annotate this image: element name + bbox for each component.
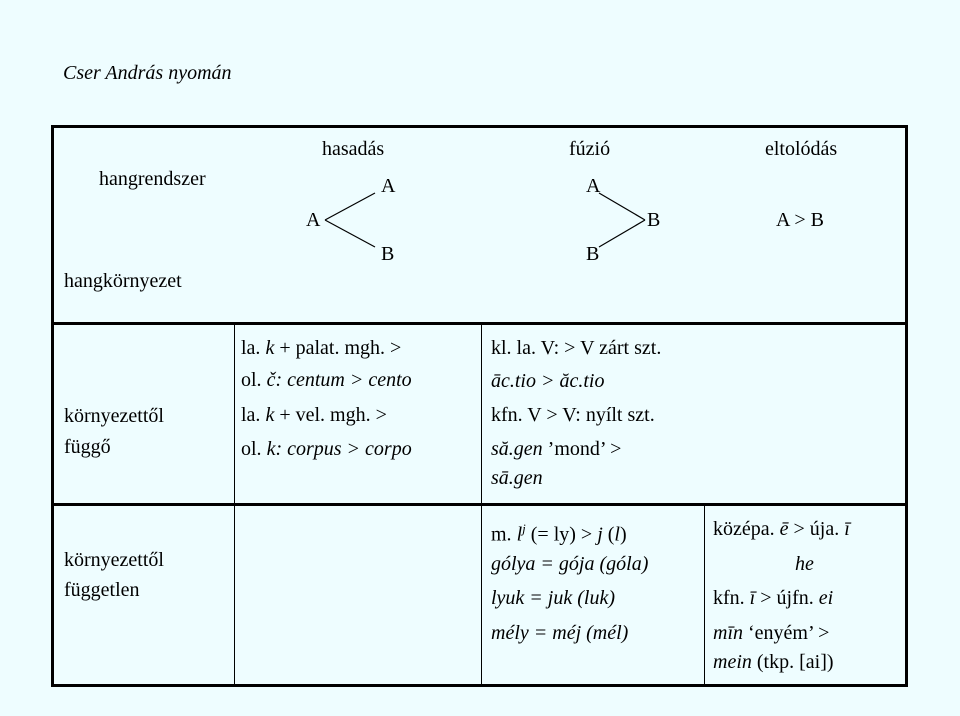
fusion-a-top: A	[586, 175, 601, 197]
fusion-ind-line-4: mély = méj (mél)	[491, 622, 629, 644]
shift-ind-line-2: he	[795, 553, 814, 575]
fusion-dep-line-4: să.gen ’mond’ >	[491, 438, 622, 460]
split-example-2: ol. č: centum > cento	[241, 369, 412, 391]
dependent-label-2: függő	[64, 436, 111, 458]
fusion-ind-line-3: lyuk = juk (luk)	[491, 587, 615, 609]
header-separator	[54, 322, 905, 325]
fusion-dep-line-3: kfn. V > V: nyílt szt.	[491, 404, 655, 426]
shift-formula: A > B	[776, 209, 824, 231]
col-separator-2	[481, 325, 482, 686]
independent-label-1: környezettől	[64, 549, 164, 571]
caption: Cser András nyomán	[63, 62, 232, 84]
col-separator-1b	[234, 506, 235, 686]
dependent-label-1: környezettől	[64, 405, 164, 427]
header-split-title: hasadás	[322, 138, 385, 160]
header-shift-title: eltolódás	[765, 138, 838, 160]
fusion-ind-line-1: m. $l^j$ (= ly) > j (l)	[491, 521, 627, 546]
fusion-dep-line-5: sā.gen	[491, 467, 543, 489]
col-separator-1	[234, 325, 235, 503]
split-example-3: la. k + vel. mgh. >	[241, 404, 387, 426]
row-separator	[54, 503, 905, 506]
split-a-top: A	[381, 175, 396, 197]
shift-ind-line-1: középa. ē > újа. ī	[713, 518, 850, 540]
header-label-bottom: hangkörnyezet	[64, 270, 182, 292]
split-a-left: A	[306, 209, 321, 231]
fusion-dep-line-2: āc.tio > ăc.tio	[491, 370, 605, 392]
fusion-ind-line-2: gólya = gója (góla)	[491, 553, 649, 575]
fusion-b-right: B	[647, 209, 661, 231]
split-example-1: la. k + palat. mgh. >	[241, 337, 402, 359]
shift-ind-line-5: mein (tkp. [ai])	[713, 651, 834, 673]
header-label-top: hangrendszer	[99, 168, 206, 190]
comparison-table	[51, 125, 908, 687]
split-example-4: ol. k: corpus > corpo	[241, 438, 412, 460]
fusion-dep-line-1: kl. la. V: > V zárt szt.	[491, 337, 662, 359]
split-diagram-lines	[319, 183, 399, 263]
fusion-diagram-lines	[589, 183, 669, 263]
fusion-b-bottom: B	[586, 243, 600, 265]
independent-label-2: független	[64, 579, 140, 601]
split-b-bottom: B	[381, 243, 395, 265]
header-fusion-title: fúzió	[569, 138, 611, 160]
shift-ind-line-3: kfn. ī > újfn. ei	[713, 587, 834, 609]
shift-ind-line-4: mīn ‘enyém’ >	[713, 622, 830, 644]
col-separator-3	[704, 506, 705, 686]
